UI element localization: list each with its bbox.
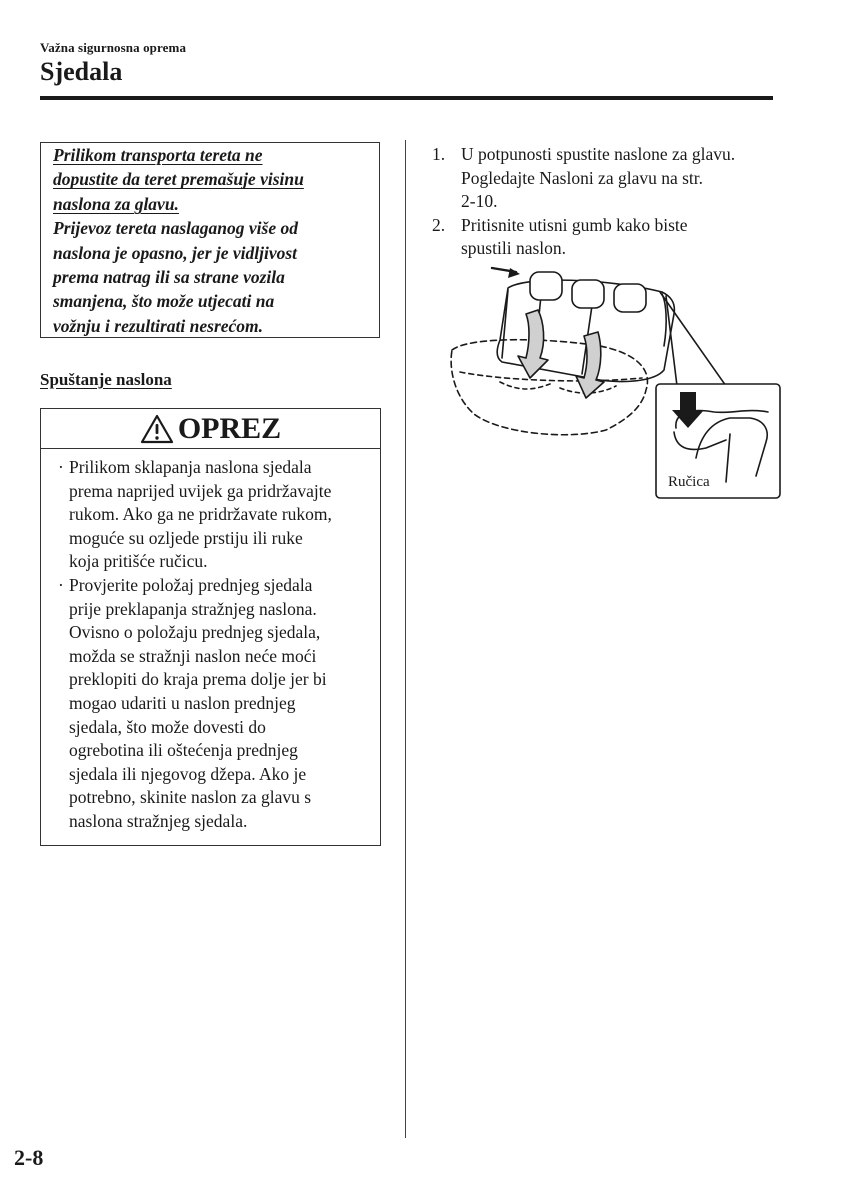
caution-line: preklopiti do kraja prema dolje jer bi [69, 669, 327, 690]
warning-body-line: vožnju i rezultirati nesrećom. [53, 315, 264, 336]
step-line: spustili naslon. [461, 238, 567, 259]
step-line: Pritisnite utisni gumb kako biste [461, 214, 688, 235]
step-line: U potpunosti spustite naslone za glavu. [461, 144, 736, 164]
step-number: 1. [432, 144, 446, 164]
step-line: Pogledajte Nasloni za glavu na str. [461, 167, 704, 188]
bullet: · [58, 574, 64, 595]
warning-body-line: prema natrag ili sa strane vozila [53, 267, 285, 288]
caution-line: ogrebotina ili oštećenja prednjeg [69, 740, 298, 761]
caution-line: Ovisno o položaju prednjeg sjedala, [69, 622, 321, 643]
subheading-lowering-backrest: Spuštanje naslona [40, 370, 172, 389]
caution-header [41, 409, 380, 449]
warning-triangle-icon [140, 414, 174, 444]
caution-line: mogao udariti u naslon prednjeg [69, 692, 296, 713]
warning-emphasis-line: Prilikom transporta tereta ne [53, 145, 263, 165]
caution-line: Provjerite položaj prednjeg sjedala [69, 574, 313, 595]
warning-text [53, 143, 373, 338]
caution-line: prema naprijed uvijek ga pridržavajte [69, 480, 332, 501]
caution-line: sjedala ili njegovog džepa. Ako je [69, 763, 307, 784]
figure-callout-label: Ručica [668, 474, 710, 490]
caution-list [55, 456, 375, 834]
page-title: Sjedala [40, 57, 123, 86]
step-number: 2. [432, 214, 446, 235]
step-item [432, 143, 782, 214]
caution-line: potrebno, skinite naslon za glavu s [69, 787, 312, 808]
caution-line: možda se stražnji naslon neće moći [69, 645, 317, 666]
caution-item [55, 574, 375, 834]
warning-body-line: Prijevoz tereta naslaganog više od [53, 218, 298, 239]
caution-title: OPREZ [177, 411, 282, 445]
warning-body-line: smanjena, što može utjecati na [53, 291, 275, 312]
caution-line: naslona stražnjeg sjedala. [69, 810, 248, 831]
caution-line: Prilikom sklapanja naslona sjedala [69, 457, 312, 477]
caution-line: koja pritišće ručicu. [69, 551, 208, 572]
title-rule [40, 96, 773, 100]
caution-line: sjedala, što može dovesti do [69, 716, 266, 737]
section-label: Važna sigurnosna oprema [40, 40, 187, 55]
warning-box [40, 142, 380, 338]
caution-box [40, 408, 381, 846]
step-item [432, 214, 782, 261]
step-line: 2-10. [461, 191, 498, 212]
column-divider [405, 140, 406, 1138]
warning-emphasis-line: dopustite da teret premašuje visinu [53, 169, 304, 190]
steps-list [432, 143, 782, 261]
caution-line: moguće su ozljede prstiju ili ruke [69, 527, 303, 548]
caution-item [55, 456, 375, 574]
seat-fold-illustration [430, 262, 786, 502]
page-number: 2-8 [14, 1145, 44, 1170]
warning-body-line: naslona je opasno, jer je vidljivost [53, 242, 298, 263]
caution-line: rukom. Ako ga ne pridržavate rukom, [69, 504, 332, 525]
bullet: · [58, 457, 64, 477]
warning-emphasis-line: naslona za glavu. [53, 193, 179, 214]
caution-line: prije preklapanja stražnjeg naslona. [69, 598, 317, 619]
